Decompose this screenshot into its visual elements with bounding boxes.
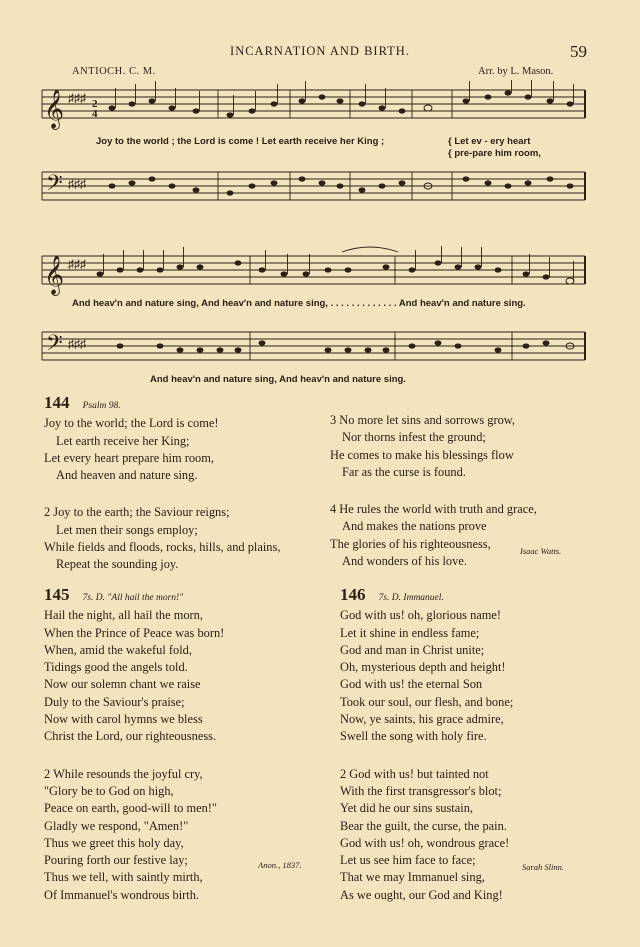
- hymn-line: The glories of his righteousness,: [330, 536, 491, 551]
- hymn-line: Bear the guilt, the curse, the pain.: [340, 818, 507, 833]
- hymn-line: Swell the song with holy fire.: [340, 729, 487, 744]
- hymn-line: Let every heart prepare him room,: [44, 450, 214, 465]
- hymn-author: Isaac Watts.: [520, 546, 562, 556]
- hymn-author: Anon., 1837.: [258, 860, 302, 870]
- hymn-line: Yet did he our sins sustain,: [340, 801, 473, 816]
- hymn-line: 3 No more let sins and sorrows grow,: [330, 413, 516, 427]
- hymn-line: Gladly we respond, "Amen!": [44, 818, 189, 833]
- hymn-meta: Psalm 98.: [82, 401, 121, 411]
- hymn-line: As we ought, our God and King!: [340, 887, 503, 902]
- hymn-line: Hail the night, all hail the morn,: [44, 608, 203, 623]
- lyric-line-1: Joy to the world ; the Lord is come ! Let earth receive her King ;: [96, 136, 385, 147]
- svg-text:2: 2: [92, 98, 98, 110]
- svg-text:♯♯♯: ♯♯♯: [68, 91, 86, 105]
- hymn-line: Far as the curse is found.: [342, 464, 466, 479]
- svg-text:♯♯♯: ♯♯♯: [68, 257, 86, 271]
- hymn-line: And wonders of his love.: [342, 554, 467, 569]
- tune-name: ANTIOCH. C. M.: [72, 66, 156, 77]
- hymn-line: Now with carol hymns we bless: [44, 712, 203, 727]
- svg-text:4: 4: [92, 108, 98, 120]
- hymn-line: God with us! oh, wondrous grace!: [340, 835, 510, 850]
- music-staff-1-bass: [0, 162, 640, 212]
- music-staff-2-bass: [0, 322, 640, 372]
- lyric-line-2: And heav'n and nature sing, And heav'n and nature sing, . . . . . . . . . . . . . And heav'n and nature sing.: [72, 298, 526, 309]
- hymn-meta: 7s. D. "All hail the morn!": [82, 593, 184, 603]
- hymn-146: [340, 586, 513, 904]
- hymn-number: 144: [44, 393, 70, 412]
- hymn-line: Repeat the sounding joy.: [56, 557, 179, 572]
- svg-text:♯♯♯: ♯♯♯: [68, 177, 86, 191]
- hymn-line: Christ the Lord, our righteousness.: [44, 729, 217, 744]
- hymn-line: When, amid the wakeful fold,: [44, 642, 192, 657]
- page-header: INCARNATION AND BIRTH.: [230, 44, 410, 58]
- hymn-line: He comes to make his blessings flow: [330, 447, 514, 462]
- hymn-line: God and man in Christ unite;: [340, 642, 485, 657]
- hymn-line: Of Immanuel's wondrous birth.: [44, 887, 200, 902]
- hymn-145: [44, 586, 224, 904]
- svg-text:𝄞: 𝄞: [44, 91, 65, 128]
- hymn-line: 4 He rules the world with truth and grace,: [330, 502, 537, 517]
- hymn-line: 2 God with us! but tainted not: [340, 766, 489, 781]
- lyric-line-3: And heav'n and nature sing, And heav'n and nature sing.: [150, 374, 406, 385]
- hymn-line: Oh, mysterious depth and height!: [340, 660, 506, 675]
- hymn-line: Let earth receive her King;: [56, 433, 190, 448]
- hymn-line: When the Prince of Peace was born!: [44, 625, 225, 640]
- hymn-line: Joy to the world; the Lord is come!: [44, 416, 219, 431]
- music-staff-1-treble: [0, 80, 640, 130]
- lyric-line-1c: { pre-pare him room,: [448, 148, 541, 159]
- hymn-144-right: [330, 412, 537, 570]
- hymn-line: Peace on earth, good-will to men!": [44, 801, 217, 816]
- hymn-line: Duly to the Saviour's praise;: [44, 694, 185, 709]
- music-staff-2-treble: [0, 246, 640, 296]
- svg-text:𝄢: 𝄢: [46, 171, 63, 200]
- lyric-line-1b: { Let ev - ery heart: [448, 136, 531, 147]
- hymn-line: Now our solemn chant we raise: [44, 677, 201, 692]
- hymn-line: God with us! oh, glorious name!: [340, 608, 502, 623]
- hymn-line: Pouring forth our festive lay;: [44, 853, 188, 868]
- hymn-144-left: [44, 394, 280, 574]
- hymn-line: And heaven and nature sing.: [56, 468, 198, 483]
- hymn-line: Thus we tell, with saintly mirth,: [44, 870, 203, 885]
- hymn-line: Nor thorns infest the ground;: [342, 430, 486, 445]
- hymn-line: Thus we greet this holy day,: [44, 835, 184, 850]
- svg-text:𝄢: 𝄢: [46, 331, 63, 360]
- svg-text:♯♯♯: ♯♯♯: [68, 337, 86, 351]
- hymn-number: 145: [44, 585, 70, 604]
- hymn-line: Tidings good the angels told.: [44, 660, 188, 675]
- hymn-line: That we may Immanuel sing,: [340, 870, 485, 885]
- arranger-credit: Arr. by L. Mason.: [478, 66, 554, 77]
- svg-text:𝄞: 𝄞: [44, 257, 65, 294]
- hymn-line: While fields and floods, rocks, hills, and plains,: [44, 540, 281, 555]
- hymn-line: Took our soul, our flesh, and bone;: [340, 694, 514, 709]
- page-number: 59: [570, 42, 587, 61]
- hymn-line: God with us! the eternal Son: [340, 677, 483, 692]
- hymn-line: 2 Joy to the earth; the Saviour reigns;: [44, 505, 230, 520]
- hymn-line: 2 While resounds the joyful cry,: [44, 766, 203, 781]
- hymn-line: Let us see him face to face;: [340, 853, 476, 868]
- hymn-author: Sarah Slinn.: [522, 862, 565, 872]
- hymn-line: Let it shine in endless fame;: [340, 625, 480, 640]
- hymn-line: "Glory be to God on high,: [44, 783, 174, 798]
- hymn-line: Let men their songs employ;: [56, 522, 198, 537]
- hymn-number: 146: [340, 585, 366, 604]
- hymn-meta: 7s. D. Immanuel.: [378, 593, 444, 603]
- hymn-line: And makes the nations prove: [342, 519, 487, 534]
- hymn-line: With the first transgressor's blot;: [340, 783, 502, 798]
- hymn-line: Now, ye saints, his grace admire,: [340, 712, 504, 727]
